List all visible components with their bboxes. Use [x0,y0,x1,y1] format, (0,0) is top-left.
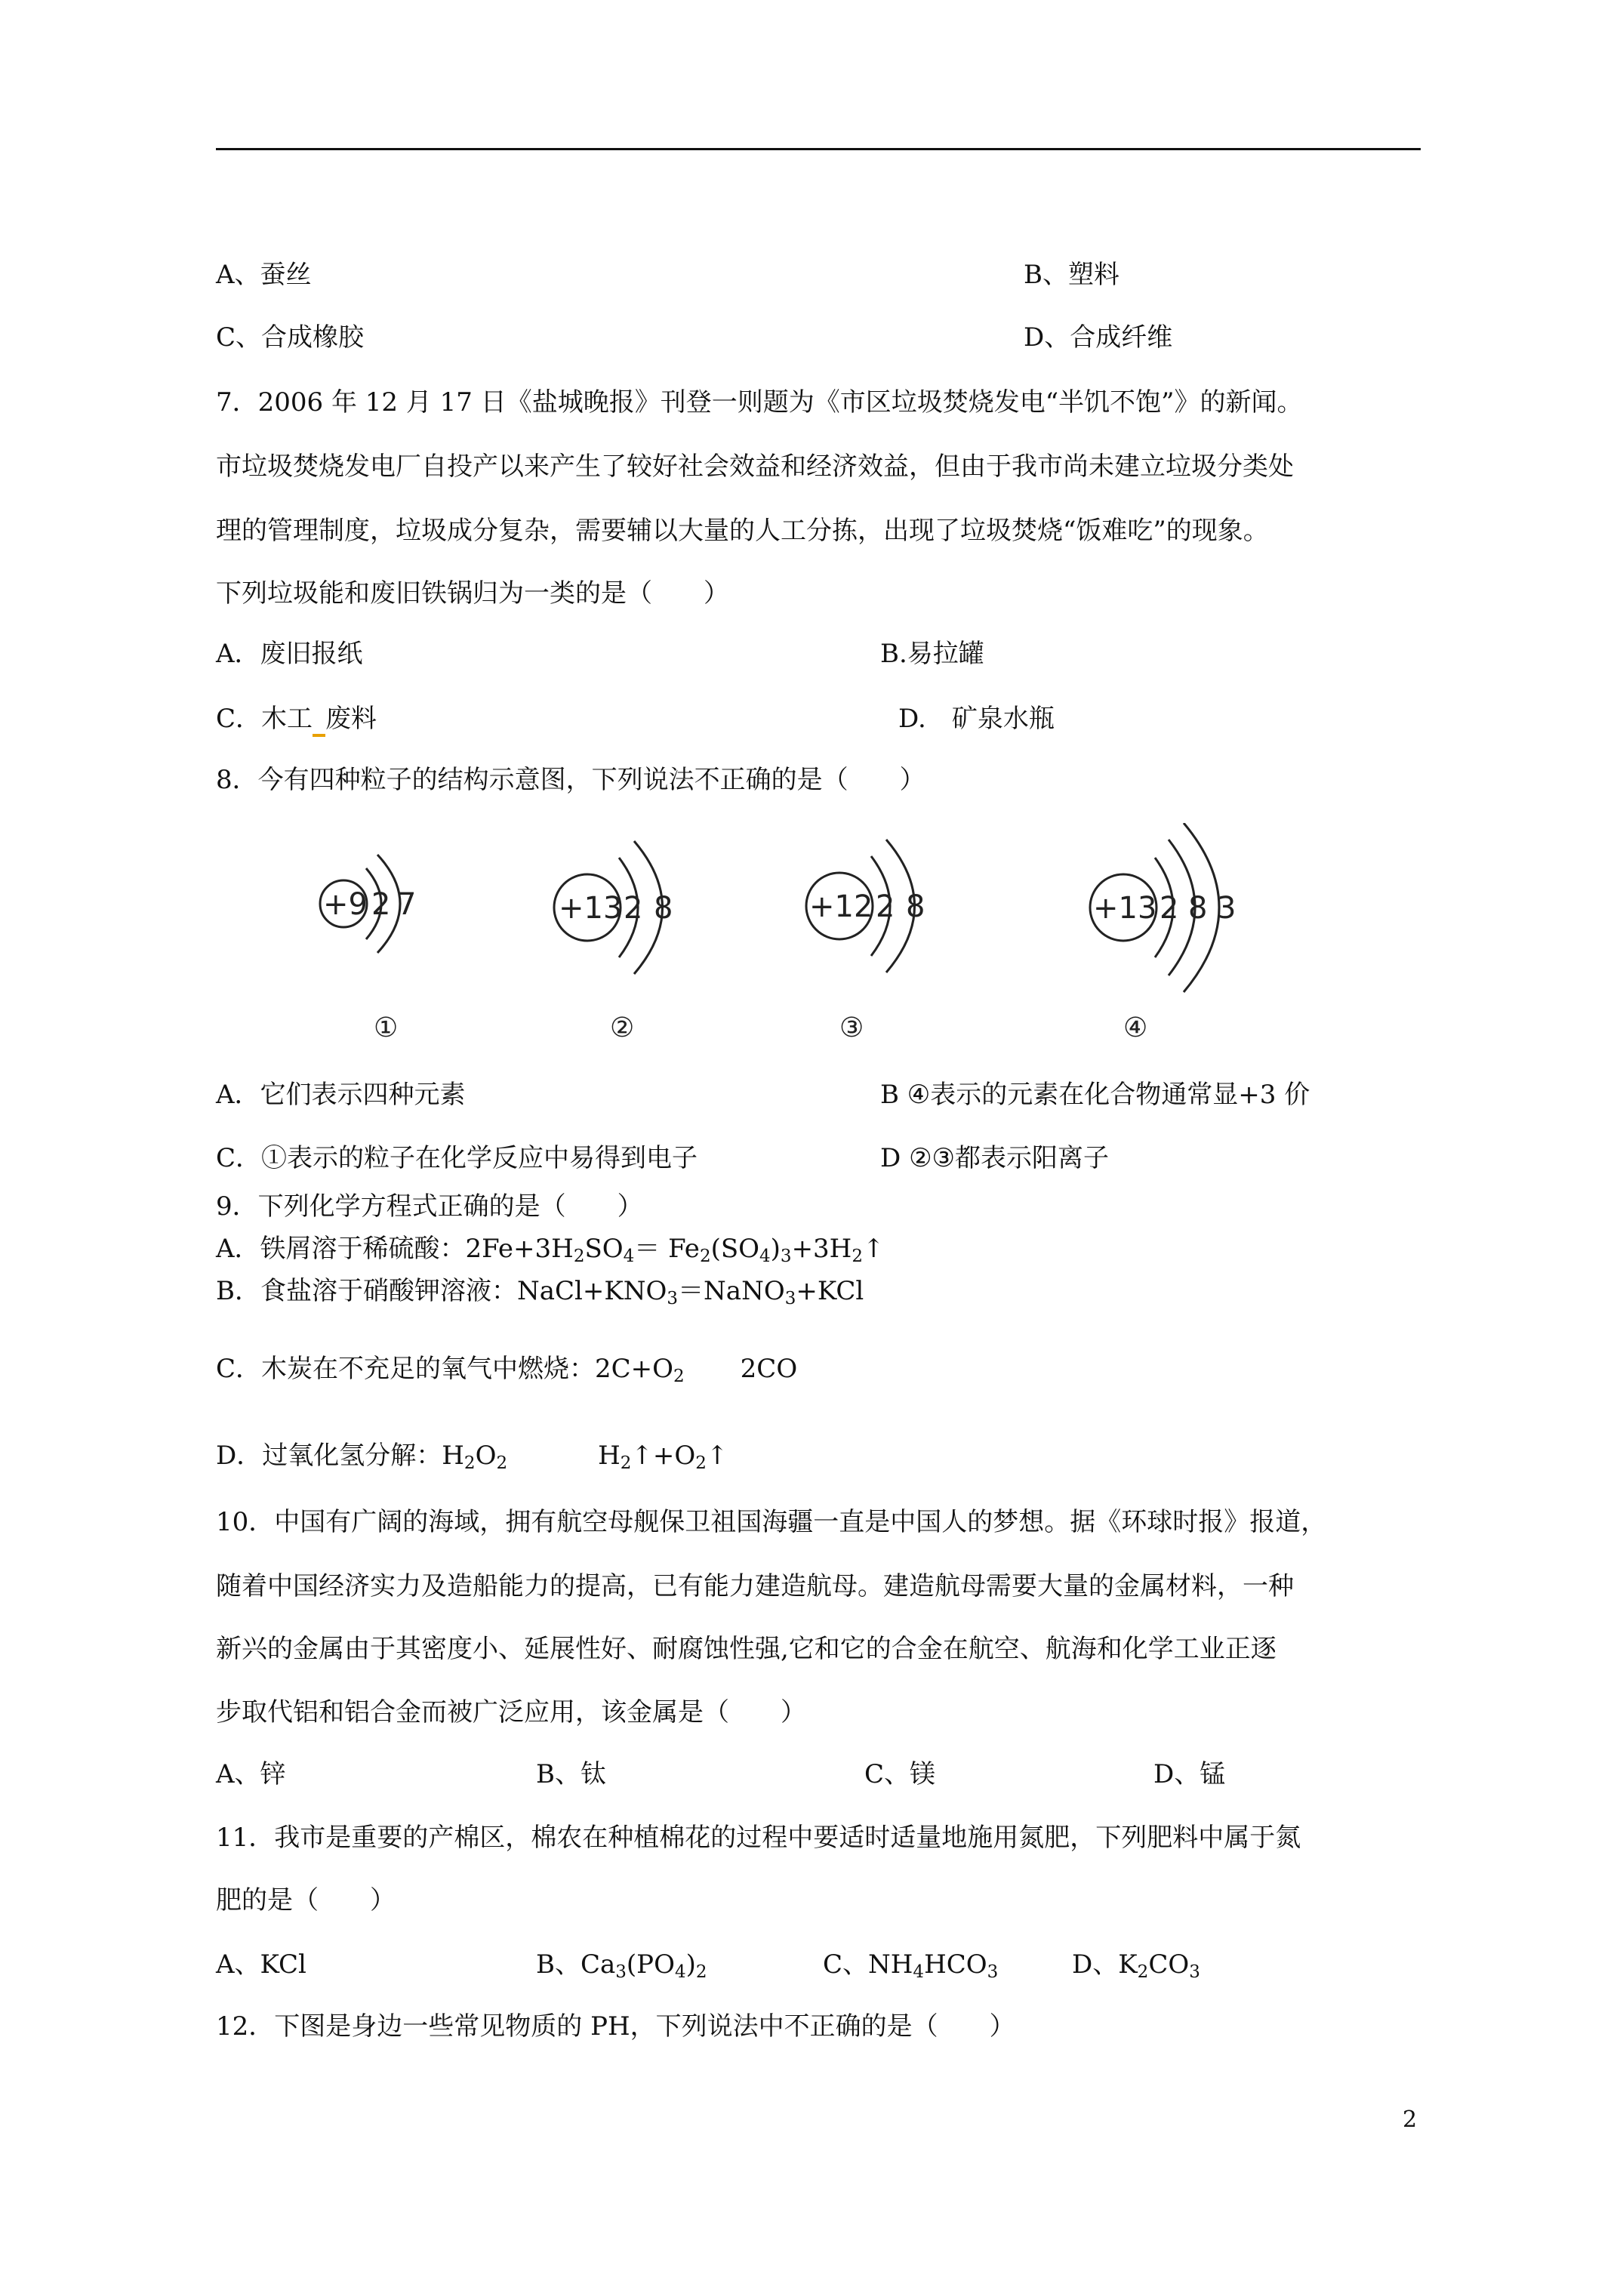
particle-1 [320,855,416,1043]
q9-d-product: H [598,1441,621,1471]
shell-electrons: 2 [876,889,895,924]
shell-electrons: 3 [1217,891,1236,926]
q10-stem-line-3: 新兴的金属由于其密度小、延展性好、耐腐蚀性强,它和它的合金在航空、航海和化学工业正逐 [216,1634,1277,1664]
nucleus-charge: +12 [809,889,873,924]
shell-electrons: 8 [1188,891,1208,926]
q10-option-a: A、锌 [216,1759,286,1789]
q11-option-a: A、KCl [216,1949,306,1980]
q9-d-text: D．过氧化氢分解：H [216,1441,464,1471]
q7-stem-line-4: 下列垃圾能和废旧铁锅归为一类的是（ ） [216,578,729,609]
shell-electrons: 7 [397,887,417,922]
particle-label: ③ [839,1012,864,1043]
q7-option-c-post: 废料 [325,704,377,734]
particle-2 [554,841,673,1043]
q9-option-a: A．铁屑溶于稀硫酸：$2Fe+3H_2SO_4=$ $Fe_2(SO_4)_3+3H_2↑$ [216,1234,885,1266]
q6-option-c: C、合成橡胶 [216,322,365,353]
q9-option-c: C．木炭在不充足的氧气中燃烧：$2C+O_2$ 2CO [216,1354,798,1386]
particle-4 [1090,823,1236,1043]
particle-label: ④ [1123,1012,1148,1043]
q6-option-d: D、合成纤维 [1024,322,1173,353]
particle-label: ① [374,1012,399,1043]
q7-option-a: A．废旧报纸 [216,639,363,669]
shell-electrons: 2 [371,887,391,922]
q8-stem: 8．今有四种粒子的结构示意图，下列说法不正确的是（ ） [216,765,925,795]
q6-option-a: A、蚕丝 [216,260,312,290]
q10-stem-line-4: 步取代铝和铝合金而被广泛应用，该金属是（ ） [216,1697,806,1727]
q12-stem: 12．下图是身边一些常见物质的 PH，下列说法中不正确的是（ ） [216,2011,1015,2042]
q11-option-d: D、$K_2CO_3$ [1072,1949,1200,1982]
q9-b-text: B．食盐溶于硝酸钾溶液：NaCl+KNO [216,1276,667,1306]
q8-option-b: B ④表示的元素在化合物通常显+3 价 [880,1080,1310,1110]
q10-stem-line-2: 随着中国经济实力及造船能力的提高，已有能力建造航母。建造航母需要大量的金属材料，一种 [216,1571,1294,1601]
shell-electrons: 2 [624,891,643,926]
q9-option-b: B．食盐溶于硝酸钾溶液：$NaCl+KNO_3=NaNO_3+KCl$ [216,1276,864,1308]
q11-c-text: C、NH [823,1949,913,1980]
q7-stem-line-1: 7．2006 年 12 月 17 日《盐城晚报》刊登一则题为《市区垃圾焚烧发电“半饥不饱”》的新闻。 [216,387,1303,418]
q11-stem-line-1: 11．我市是重要的产棉区，棉农在种植棉花的过程中要适时适量地施用氮肥，下列肥料中属于氮 [216,1823,1301,1853]
particle-label: ② [610,1012,635,1043]
q7-option-b: B.易拉罐 [880,639,984,669]
atom-structure-diagrams [302,823,1283,1057]
q10-option-d: D、锰 [1153,1759,1226,1789]
nucleus-charge: +9 [323,887,368,922]
q8-option-c: C．①表示的粒子在化学反应中易得到电子 [216,1143,698,1173]
q7-stem-line-2: 市垃圾焚烧发电厂自投产以来产生了较好社会效益和经济效益，但由于我市尚未建立垃圾分类处 [216,451,1294,482]
q11-option-b: B、$Ca_3(PO_4)_2$ [536,1949,707,1982]
q7-stem-line-3: 理的管理制度，垃圾成分复杂，需要辅以大量的人工分拣，出现了垃圾焚烧“饭难吃”的现象。 [216,516,1269,546]
q9-a-text: A．铁屑溶于稀硫酸：2Fe+3H [216,1234,574,1264]
q8-option-a: A．它们表示四种元素 [216,1080,466,1110]
q7-option-c-mark [313,704,325,737]
q9-c-text: C．木炭在不充足的氧气中燃烧：2C+O [216,1354,674,1384]
q7-option-c-pre: C．木工 [216,704,313,734]
particle-3 [806,840,925,1043]
shell-electrons: 8 [906,889,925,924]
q11-b-text: B、Ca [536,1949,616,1980]
shell-electrons: 2 [1160,891,1179,926]
q11-d-text: D、K [1072,1949,1138,1980]
q6-option-b: B、塑料 [1024,260,1119,290]
nucleus-charge: +13 [559,891,623,926]
q10-option-c: C、镁 [864,1759,936,1789]
header-rule [216,148,1421,150]
q9-c-product: 2CO [740,1354,798,1384]
shell-electrons: 8 [654,891,673,926]
q9-stem: 9．下列化学方程式正确的是（ ） [216,1191,643,1222]
nucleus-charge: +13 [1093,891,1157,926]
page-number: 2 [1403,2106,1418,2133]
q10-option-b: B、钛 [536,1759,606,1789]
q11-stem-line-2: 肥的是（ ） [216,1885,396,1915]
q9-option-d: D．过氧化氢分解：$H_2O_2$ $H_2↑+O_2↑$ [216,1441,728,1473]
q7-option-d: D. 矿泉水瓶 [898,704,1055,734]
q11-option-c: C、$NH_4HCO_3$ [823,1949,999,1982]
q10-stem-line-1: 10．中国有广阔的海域，拥有航空母舰保卫祖国海疆一直是中国人的梦想。据《环球时报》报道， [216,1507,1327,1537]
q7-option-c [216,704,377,734]
q8-option-d: D ②③都表示阳离子 [880,1143,1110,1173]
